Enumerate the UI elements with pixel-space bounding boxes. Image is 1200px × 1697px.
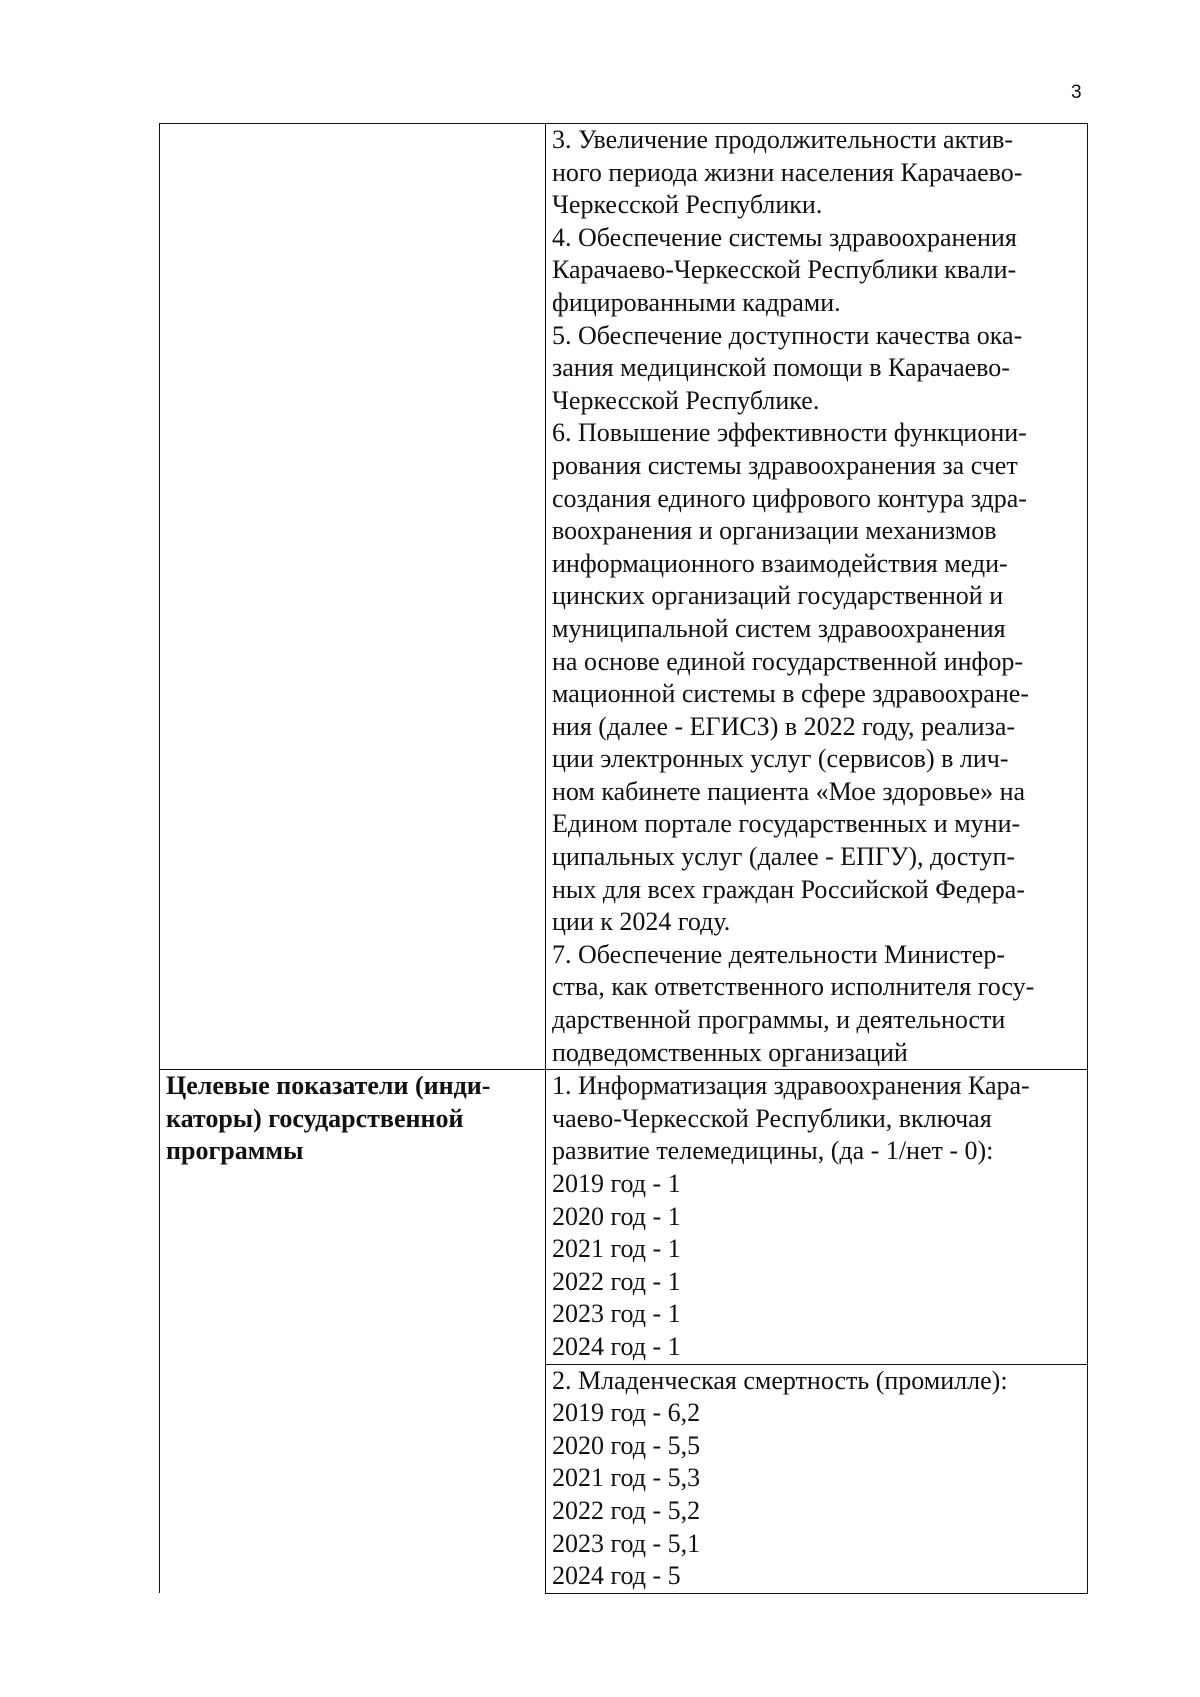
goals-line: рования системы здравоохранения за счет: [552, 450, 1018, 480]
goals-line: ства, как ответственного исполнителя госу-: [552, 972, 1035, 1002]
goals-line: ции электронных услуг (сервисов) в лич-: [552, 744, 1009, 774]
indicator-2-year: 2023 год - 5,1: [552, 1528, 701, 1558]
goals-line: 3. Увеличение продолжительности актив-: [552, 125, 1014, 154]
goals-line: Черкесской Республики.: [552, 190, 823, 220]
indicator-2-line: 2. Младенческая смертность (промилле):: [552, 1365, 1008, 1395]
indicator-1-line: чаево-Черкесской Республики, включая: [552, 1103, 992, 1133]
indicators-label-line: каторы) государственной: [166, 1103, 464, 1133]
goals-line: мационной системы в сфере здравоохране-: [552, 679, 1029, 709]
goals-line: 7. Обеспечение деятельности Министер-: [552, 939, 1005, 969]
goals-list-cell: [546, 124, 1088, 1070]
goals-line: создания единого цифрового контура здра-: [552, 483, 1027, 513]
indicator-1-year: 2021 год - 1: [552, 1234, 681, 1264]
goals-line: подведомственных организаций: [552, 1037, 908, 1067]
indicator-2-year: 2022 год - 5,2: [552, 1495, 701, 1525]
indicator-1-year: 2019 год - 1: [552, 1169, 681, 1198]
goals-line: Едином портале государственных и муни-: [552, 809, 1021, 839]
goals-line: Черкесской Республике.: [552, 385, 820, 415]
indicators-label-cell: [160, 1070, 546, 1594]
goals-line: ного периода жизни населения Карачаево-: [552, 157, 1023, 187]
goals-line: информационного взаимодействия меди-: [552, 548, 1008, 578]
goals-line: 4. Обеспечение системы здравоохранения: [552, 222, 1017, 252]
page-number: 3: [1071, 82, 1082, 103]
goals-line: ципальных услуг (далее - ЕПГУ), доступ-: [552, 842, 1016, 872]
goals-line: зания медицинской помощи в Карачаево-: [552, 353, 1010, 383]
table-row-goals-continued: [160, 124, 1088, 1070]
goals-line: ном кабинете пациента «Мое здоровье» на: [552, 776, 1026, 806]
indicator-1-year: 2020 год - 1: [552, 1201, 681, 1231]
indicator-1-line: развитие телемедицины, (да - 1/нет - 0):: [552, 1136, 994, 1166]
goals-line: на основе единой государственной инфор-: [552, 646, 1024, 676]
goals-line: муниципальной систем здравоохранения: [552, 613, 1006, 643]
indicator-1-year: 2024 год - 1: [552, 1331, 681, 1361]
goals-line: Карачаево-Черкесской Республики квали-: [552, 255, 1017, 285]
indicators-label-line: Целевые показатели (инди-: [166, 1071, 491, 1101]
program-passport-table: [159, 123, 1088, 1594]
goals-line: фицированными кадрами.: [552, 287, 841, 317]
indicator-1-line: 1. Информатизация здравоохранения Кара-: [552, 1071, 1030, 1101]
indicator-2-cell: [546, 1364, 1088, 1593]
goals-line: цинских организаций государственной и: [552, 581, 1004, 611]
goals-line: воохранения и организации механизмов: [552, 516, 997, 546]
table-row-indicator-1: [160, 1070, 1088, 1364]
indicators-label-line: программы: [166, 1136, 304, 1166]
goals-line: ных для всех граждан Российской Федера-: [552, 874, 1025, 904]
indicator-2-year: 2024 год - 5: [552, 1561, 681, 1591]
indicator-1-cell: [546, 1070, 1088, 1364]
goals-line: ния (далее - ЕГИСЗ) в 2022 году, реализа-: [552, 711, 1016, 741]
goals-label-cell: [160, 124, 546, 1070]
indicator-2-year: 2021 год - 5,3: [552, 1463, 701, 1493]
indicator-1-year: 2023 год - 1: [552, 1299, 681, 1329]
goals-line: ции к 2024 году.: [552, 907, 731, 937]
indicator-2-year: 2019 год - 6,2: [552, 1398, 701, 1428]
indicator-1-year: 2022 год - 1: [552, 1266, 681, 1296]
goals-line: 5. Обеспечение доступности качества ока-: [552, 320, 1023, 350]
indicator-2-year: 2020 год - 5,5: [552, 1430, 701, 1460]
goals-line: 6. Повышение эффективности функциони-: [552, 418, 1027, 448]
goals-line: дарственной программы, и деятельности: [552, 1005, 1006, 1035]
